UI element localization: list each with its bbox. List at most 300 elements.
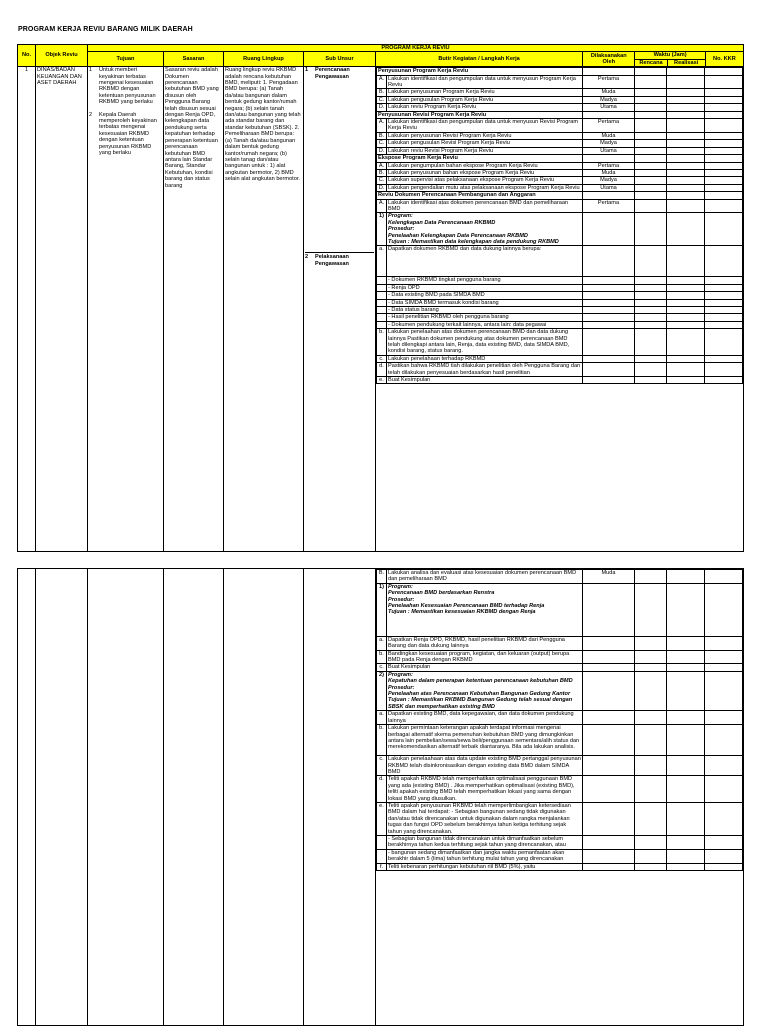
step-row <box>377 246 743 277</box>
dilaksanakan-oleh <box>583 835 635 849</box>
waktu-realisasi <box>667 849 705 863</box>
waktu-rencana <box>635 849 667 863</box>
no-kkr <box>705 671 743 710</box>
step-row <box>377 377 743 384</box>
dilaksanakan-oleh <box>583 671 635 710</box>
no-kkr <box>705 636 743 650</box>
step-text: - bangunan sedang dimanfaatkan dan jangka waktu pemanfaatan akan berakhir dalam 5 (lima) tahun terhitung mulai tahun yang direncanakan <box>387 849 583 863</box>
header-program: PROGRAM KERJA REVIU <box>88 45 744 52</box>
dilaksanakan-oleh <box>583 284 635 291</box>
header-sasaran: Sasaran <box>164 52 224 67</box>
step-text: Lakukan pengendalian mutu atas pelaksanaan ekspose Program Kerja Reviu <box>387 184 583 191</box>
waktu-rencana <box>635 299 667 306</box>
step-text: Buat Kesimpulan <box>387 664 583 671</box>
waktu-rencana <box>635 292 667 299</box>
sub-unsur-1-number: 1 <box>305 67 309 74</box>
no-kkr <box>705 802 743 835</box>
objek-reviu: DINAS/BADAN KEUANGAN DAN ASET DAERAH <box>36 67 88 552</box>
step-label: a. <box>377 246 387 277</box>
waktu-realisasi <box>667 835 705 849</box>
step-text: Dapatkan existing BMD, data kepegawaian, dan data dokumen pendukung lainnya <box>387 711 583 725</box>
no-kkr <box>705 583 743 636</box>
step-label: B. <box>377 169 387 176</box>
sub-unsur-2 <box>305 252 374 267</box>
step-row <box>377 277 743 284</box>
step-text: Lakukan identifikasi atas dokumen perencanaan BMD dan pemeliharaan BMD <box>387 199 583 213</box>
waktu-realisasi <box>667 68 705 75</box>
waktu-rencana <box>635 835 667 849</box>
step-label: e. <box>377 377 387 384</box>
step-text: - Dokumen RKBMD tingkat pengguna barang <box>387 277 583 284</box>
waktu-realisasi <box>667 132 705 139</box>
waktu-realisasi <box>667 671 705 710</box>
step-text: Lakukan penelaahan atas dokumen perencanaan BMD dan data dukung lainnya Pastikan dokumen pendukung atas dokumen perencanaan BMD telah dilengkapi antara lain, Renja, data existing BMD, data SIMDA BMD, kondisi barang, status barang. <box>387 329 583 356</box>
dilaksanakan-oleh <box>583 68 635 75</box>
waktu-rencana <box>635 363 667 377</box>
step-text: Lakukan penyusunan bahan ekspose Program Kerja Reviu <box>387 169 583 176</box>
no-kkr <box>705 650 743 664</box>
waktu-rencana <box>635 277 667 284</box>
step-text: - Dokumen pendukung terkait lainnya, antara lain: data pegawai <box>387 321 583 328</box>
step-row <box>377 756 743 776</box>
dilaksanakan-oleh <box>583 776 635 803</box>
waktu-rencana <box>635 177 667 184</box>
sub-unsur-2-text: Pelaksanaan Pengawasan <box>315 254 349 267</box>
step-label: c. <box>377 756 387 776</box>
waktu-rencana <box>635 355 667 362</box>
program-table-page-2 <box>17 568 744 1026</box>
waktu-rencana <box>635 583 667 636</box>
step-label: A. <box>377 75 387 89</box>
step-row <box>377 664 743 671</box>
header-objek: Objek Reviu <box>36 45 88 67</box>
waktu-rencana <box>635 284 667 291</box>
step-text: - Sebagian bangunan tidak direncanakan untuk dimanfaatkan sebelum berakhirnya tahun kedua terhitung sejak tahun yang direncanakan, atau <box>387 835 583 849</box>
no-kkr <box>705 246 743 277</box>
step-row <box>377 863 743 870</box>
sasaran-cell: Sasaran reviu adalah Dokumen perencanaan kebutuhan BMD yang disusun oleh Pengguna Barang telah disusun sesuai dengan Renja OPD, kelengkapan data pendukung serta kepatuhan terhadap penerapan ketentuan perencanaan kebutuhan BMD antara lain Standar Barang, Standar Kebutuhan, kondisi barang dan status barang <box>164 67 224 552</box>
step-row <box>377 292 743 299</box>
cont-tujuan-cell <box>88 569 164 1026</box>
waktu-rencana <box>635 96 667 103</box>
step-label: C. <box>377 177 387 184</box>
step-label: 1) <box>377 213 387 246</box>
step-row <box>377 177 743 184</box>
no-kkr <box>705 140 743 147</box>
no-kkr <box>705 147 743 154</box>
step-label <box>377 299 387 306</box>
no-kkr <box>705 89 743 96</box>
step-text: - Renja OPD <box>387 284 583 291</box>
step-text: Lakukan pengusulan Program Kerja Reviu <box>387 96 583 103</box>
step-text: Pastikan bahwa RKBMD tiah dilakukan penelitian oleh Pengguna Barang dan telah dilakukan penyesuaian berdasarkan hasil penelitian <box>387 363 583 377</box>
waktu-realisasi <box>667 199 705 213</box>
step-text: Teliti apakah penyusunan RKBMD telah memperlimbangkan ketersediaan BMD dalam hal terdapat: - Sebagian bangunan sedang tidak digunakan dan/atau tidak direncanakan untuk digunakan dalam rangka menjalankan tugas dan fungsi OPD sebelum berakhirnya tahun ketiga terhitung sejak tahun yang direncanakan. <box>387 802 583 835</box>
no-kkr <box>705 776 743 803</box>
step-text: - Data status barang <box>387 307 583 314</box>
step-row <box>377 363 743 377</box>
tujuan-item-2-text: Kepala Daerah memperoleh keyakinan terbatas mengenai kesesuaian RKBMD dengan ketentuan penyusunan RKBMD yang berlaku <box>99 111 157 157</box>
document-title: PROGRAM KERJA REVIU BARANG MILIK DAERAH <box>18 26 193 33</box>
sub-unsur-1 <box>305 67 374 80</box>
step-label: d. <box>377 363 387 377</box>
waktu-realisasi <box>667 111 705 118</box>
sub-unsur-2-number: 2 <box>305 254 309 261</box>
no-kkr <box>705 863 743 870</box>
no-kkr <box>705 132 743 139</box>
waktu-rencana <box>635 119 667 133</box>
step-row <box>377 355 743 362</box>
step-row <box>377 802 743 835</box>
program-line: Tujuan : Memastikan kesesuaian RKBMD dengan Renja <box>388 609 536 616</box>
header-waktu: Waktu (Jam) <box>635 52 705 59</box>
step-label: e. <box>377 802 387 835</box>
program-block <box>387 213 583 246</box>
program-row <box>377 671 743 710</box>
tujuan-cell <box>88 67 164 552</box>
program-line: Program: <box>388 583 413 590</box>
waktu-realisasi <box>667 583 705 636</box>
step-label: D. <box>377 147 387 154</box>
program-line: Program: <box>388 671 413 678</box>
program-line: Kepatuhan dalam penerapan ketentuan perencanaan kebutuhan BMD <box>388 678 573 685</box>
dilaksanakan-oleh <box>583 213 635 246</box>
step-row <box>377 147 743 154</box>
waktu-realisasi <box>667 213 705 246</box>
step-row <box>377 132 743 139</box>
step-row <box>377 307 743 314</box>
step-label <box>377 277 387 284</box>
no-kkr <box>705 377 743 384</box>
dilaksanakan-oleh: Utama <box>583 184 635 191</box>
no-kkr <box>705 177 743 184</box>
waktu-realisasi <box>667 246 705 277</box>
step-row <box>377 711 743 725</box>
step-text: Lakukan permintaan keterangan apakah terdapat informasi mengenai berbagai alternatif skema pemenuhan kebutuhan BMD yang dimungkinkan antara lain pembelian/sewa/sewa beli/penggunaan sementara/alih status dan merekomendasikan alternatif terbaik diantaranya. Bila ada lakukan analisis. <box>387 725 583 756</box>
dilaksanakan-oleh: Madya <box>583 140 635 147</box>
step-label: B. <box>377 570 387 584</box>
waktu-rencana <box>635 147 667 154</box>
dilaksanakan-oleh <box>583 583 635 636</box>
dilaksanakan-oleh: Pertama <box>583 162 635 169</box>
program-line: Penelaahan Kelengkapan Data Perencanaan RKBMD <box>388 232 528 239</box>
step-text: Bandingkan kesesuaian program, kegiatan, dan keluaran (output) berupa BMD pada Renja dengan RKBMD <box>387 650 583 664</box>
step-row <box>377 199 743 213</box>
waktu-rencana <box>635 756 667 776</box>
step-label: f. <box>377 863 387 870</box>
step-row <box>377 329 743 356</box>
cont-ruang-cell <box>224 569 304 1026</box>
waktu-rencana <box>635 307 667 314</box>
step-text: Lakukan penyusunan Program Kerja Reviu <box>387 89 583 96</box>
no-kkr <box>705 321 743 328</box>
dilaksanakan-oleh <box>583 307 635 314</box>
waktu-realisasi <box>667 192 705 199</box>
dilaksanakan-oleh: Muda <box>583 132 635 139</box>
tujuan-item-1-number: 1 <box>89 67 93 74</box>
dilaksanakan-oleh <box>583 377 635 384</box>
dilaksanakan-oleh <box>583 329 635 356</box>
butir-table-1 <box>376 67 743 384</box>
section-title: Reviu Dokumen Perencanaan Pembangunan dan Anggaran <box>377 192 583 199</box>
waktu-realisasi <box>667 89 705 96</box>
step-text: Lakukan analisa dan evaluasi atas kesesuaian dokumen perencanaan BMD dan pemeliharaan BMD <box>387 570 583 584</box>
no-kkr <box>705 664 743 671</box>
waktu-realisasi <box>667 636 705 650</box>
waktu-rencana <box>635 104 667 111</box>
tujuan-item-2-number: 2 <box>89 111 93 118</box>
no-kkr <box>705 169 743 176</box>
waktu-realisasi <box>667 96 705 103</box>
dilaksanakan-oleh <box>583 863 635 870</box>
waktu-realisasi <box>667 321 705 328</box>
dilaksanakan-oleh <box>583 355 635 362</box>
dilaksanakan-oleh <box>583 849 635 863</box>
step-row <box>377 314 743 321</box>
row-number: 1 <box>18 67 36 552</box>
waktu-realisasi <box>667 177 705 184</box>
waktu-realisasi <box>667 75 705 89</box>
step-row <box>377 636 743 650</box>
sub-unsur-cell <box>304 67 376 552</box>
step-row <box>377 140 743 147</box>
dilaksanakan-oleh <box>583 636 635 650</box>
step-text: Lakukan reviu Revisi Program Kerja Reviu <box>387 147 583 154</box>
section-title: Ekspose Program Kerja Reviu <box>377 155 583 162</box>
header-dilaks: Dilaksanakan Oleh <box>583 52 635 67</box>
header-kkr: No. KKR <box>705 52 743 67</box>
no-kkr <box>705 299 743 306</box>
dilaksanakan-oleh: Utama <box>583 104 635 111</box>
no-kkr <box>705 363 743 377</box>
step-label <box>377 835 387 849</box>
step-label: A. <box>377 162 387 169</box>
no-kkr <box>705 329 743 356</box>
step-label: C. <box>377 140 387 147</box>
step-row <box>377 835 743 849</box>
program-row <box>377 213 743 246</box>
waktu-realisasi <box>667 162 705 169</box>
waktu-realisasi <box>667 711 705 725</box>
section-title-row <box>377 68 743 75</box>
step-label: a. <box>377 711 387 725</box>
waktu-rencana <box>635 650 667 664</box>
step-text: Teliti kebenaran perhitungan kebutuhan riil BMD (5%), yaitu <box>387 863 583 870</box>
step-label: b. <box>377 650 387 664</box>
header-sub: Sub Unsur <box>304 52 376 67</box>
dilaksanakan-oleh: Muda <box>583 89 635 96</box>
program-line: Tujuan : Memastikan data kelengkapan data pendukung RKBMD <box>388 238 559 245</box>
header-no: No. <box>18 45 36 67</box>
step-label <box>377 849 387 863</box>
step-label: B. <box>377 89 387 96</box>
step-text: Lakukan penelahaan terhadap RKBMD <box>387 355 583 362</box>
waktu-rencana <box>635 664 667 671</box>
step-row <box>377 119 743 133</box>
section-title-row <box>377 111 743 118</box>
program-line: Perencanaan BMD berdasarkan Renstra <box>388 590 495 597</box>
waktu-rencana <box>635 132 667 139</box>
dilaksanakan-oleh <box>583 314 635 321</box>
no-kkr <box>705 355 743 362</box>
waktu-realisasi <box>667 314 705 321</box>
no-kkr <box>705 155 743 162</box>
step-text: Lakukan identifikasi dan pengumpulan data untuk menyusun Revisi Program Kerja Reviu <box>387 119 583 133</box>
step-text: - Hasil penelitian RKBMD oleh pengguna barang <box>387 314 583 321</box>
cont-sasaran-cell <box>164 569 224 1026</box>
waktu-rencana <box>635 711 667 725</box>
waktu-realisasi <box>667 863 705 870</box>
dilaksanakan-oleh <box>583 111 635 118</box>
waktu-rencana <box>635 321 667 328</box>
dilaksanakan-oleh: Pertama <box>583 119 635 133</box>
step-row <box>377 299 743 306</box>
dilaksanakan-oleh: Muda <box>583 570 635 584</box>
butir-area-1 <box>376 67 744 552</box>
waktu-realisasi <box>667 355 705 362</box>
step-text: Lakukan identifikasi dan pengumpulan data untuk menyusun Program Kerja Reviu <box>387 75 583 89</box>
step-label: d. <box>377 776 387 803</box>
step-row <box>377 75 743 89</box>
step-row <box>377 96 743 103</box>
waktu-rencana <box>635 213 667 246</box>
waktu-rencana <box>635 776 667 803</box>
step-label: 2) <box>377 671 387 710</box>
waktu-realisasi <box>667 284 705 291</box>
program-line: Penelaahan Kesesuaian Perencanaan BMD terhadap Renja <box>388 603 545 610</box>
no-kkr <box>705 725 743 756</box>
waktu-rencana <box>635 329 667 356</box>
waktu-rencana <box>635 314 667 321</box>
butir-area-2 <box>376 569 744 1026</box>
no-kkr <box>705 199 743 213</box>
waktu-rencana <box>635 68 667 75</box>
step-row <box>377 570 743 584</box>
no-kkr <box>705 835 743 849</box>
waktu-rencana <box>635 377 667 384</box>
step-row <box>377 284 743 291</box>
ruang-lingkup-cell: Ruang lingkup reviu RKBMD adalah rencana kebutuhan BMD, meliputi: 1. Pengadaan BMD berupa: (a) Tanah da/atau bangunan dalam bentuk gedung kantor/rumah negara; (b) selain tanah dan/atau bangunan yang telah ada standar barang dan standar kebutuhan (SBSK). 2. Pemeliharaan BMD berupa: (a) Tanah da/atau bangunan dalam bentuk gedung kantor/rumah negara; (b) selain tanag dan/atau bangunan untuk : 1) alat angkutan bermotor, 2) BMD selain alat angkutan bermotor. <box>224 67 304 552</box>
step-label: b. <box>377 329 387 356</box>
cont-sub-cell <box>304 569 376 1026</box>
dilaksanakan-oleh <box>583 155 635 162</box>
no-kkr <box>705 96 743 103</box>
waktu-realisasi <box>667 155 705 162</box>
dilaksanakan-oleh: Madya <box>583 96 635 103</box>
step-label <box>377 292 387 299</box>
no-kkr <box>705 849 743 863</box>
dilaksanakan-oleh <box>583 756 635 776</box>
butir-table-2 <box>376 569 743 871</box>
waktu-realisasi <box>667 169 705 176</box>
tujuan-item-1 <box>89 67 162 105</box>
header-tujuan: Tujuan <box>88 52 164 67</box>
program-line: Kelengkapan Data Perencanaan RKBMD <box>388 219 496 226</box>
program-row <box>377 583 743 636</box>
no-kkr <box>705 111 743 118</box>
step-label: a. <box>377 636 387 650</box>
waktu-realisasi <box>667 725 705 756</box>
step-text: Dapatkan dokumen RKBMD dan data dukung lainnya berupa: <box>387 246 583 277</box>
step-text: Lakukan pengusulan Revisi Program Kerja Reviu <box>387 140 583 147</box>
program-line: Penelaahan atas Perencanaan Kebutuhan Bangunan Gedung Kantor <box>388 691 571 698</box>
step-label <box>377 314 387 321</box>
step-label <box>377 307 387 314</box>
waktu-realisasi <box>667 377 705 384</box>
program-block <box>387 583 583 636</box>
waktu-rencana <box>635 725 667 756</box>
cont-no-cell <box>18 569 36 1026</box>
waktu-realisasi <box>667 147 705 154</box>
program-line: Prosedur: <box>388 684 415 691</box>
waktu-rencana <box>635 199 667 213</box>
waktu-rencana <box>635 636 667 650</box>
waktu-realisasi <box>667 277 705 284</box>
step-label: c. <box>377 355 387 362</box>
tujuan-item-1-text: Untuk memberi keyakinan terbatas mengenai kesesuaian RKBMD dengan ketentuan penyusunan RKBMD yang berlaku <box>99 67 156 106</box>
waktu-rencana <box>635 570 667 584</box>
dilaksanakan-oleh <box>583 711 635 725</box>
program-line: Prosedur: <box>388 596 415 603</box>
step-text: Lakukan penyusunan Revisi Program Kerja Reviu <box>387 132 583 139</box>
waktu-rencana <box>635 802 667 835</box>
no-kkr <box>705 213 743 246</box>
waktu-realisasi <box>667 776 705 803</box>
step-row <box>377 162 743 169</box>
step-text: Buat Kesimpulan <box>387 377 583 384</box>
step-text: - Data existing BMD pada SIMDA BMD <box>387 292 583 299</box>
step-text: Lakukan reviu Program Kerja Reviu <box>387 104 583 111</box>
waktu-realisasi <box>667 802 705 835</box>
no-kkr <box>705 75 743 89</box>
waktu-realisasi <box>667 292 705 299</box>
step-text: Teliti apakah RKBMD telah memperhatikan optimalisasi penggunaan BMD yang ada (existing BMD) . Jika memperhatikan optimalisasi (existing BMD), teliti apakah existing BMD telah memperhatikan lokasi yang sama dengan lokasi BMD yang diusulkan. <box>387 776 583 803</box>
dilaksanakan-oleh: Muda <box>583 169 635 176</box>
program-line: Program: <box>388 213 413 220</box>
waktu-rencana <box>635 89 667 96</box>
no-kkr <box>705 184 743 191</box>
no-kkr <box>705 277 743 284</box>
step-row <box>377 321 743 328</box>
waktu-rencana <box>635 671 667 710</box>
step-label: D. <box>377 104 387 111</box>
header-ruang: Ruang Lingkup <box>224 52 304 67</box>
waktu-rencana <box>635 140 667 147</box>
no-kkr <box>705 711 743 725</box>
section-title: Penyusunan Revisi Program Kerja Reviu <box>377 111 583 118</box>
program-table-page-1 <box>17 44 744 552</box>
header-realisasi: Realisasi <box>667 59 705 66</box>
step-label <box>377 321 387 328</box>
program-line: Tujuan : Memastikan RKBMD Bangunan Gedung telah sesuai dengan SBSK dan memperhatikan existing BMD <box>388 697 573 710</box>
no-kkr <box>705 192 743 199</box>
waktu-realisasi <box>667 119 705 133</box>
step-label: 1) <box>377 583 387 636</box>
waktu-rencana <box>635 111 667 118</box>
waktu-rencana <box>635 169 667 176</box>
step-label: B. <box>377 132 387 139</box>
step-row <box>377 89 743 96</box>
waktu-realisasi <box>667 140 705 147</box>
section-title-row <box>377 155 743 162</box>
waktu-realisasi <box>667 664 705 671</box>
waktu-rencana <box>635 863 667 870</box>
dilaksanakan-oleh <box>583 725 635 756</box>
step-text: - Data SIMDA BMD termasuk kondisi barang <box>387 299 583 306</box>
waktu-rencana <box>635 184 667 191</box>
no-kkr <box>705 307 743 314</box>
no-kkr <box>705 314 743 321</box>
